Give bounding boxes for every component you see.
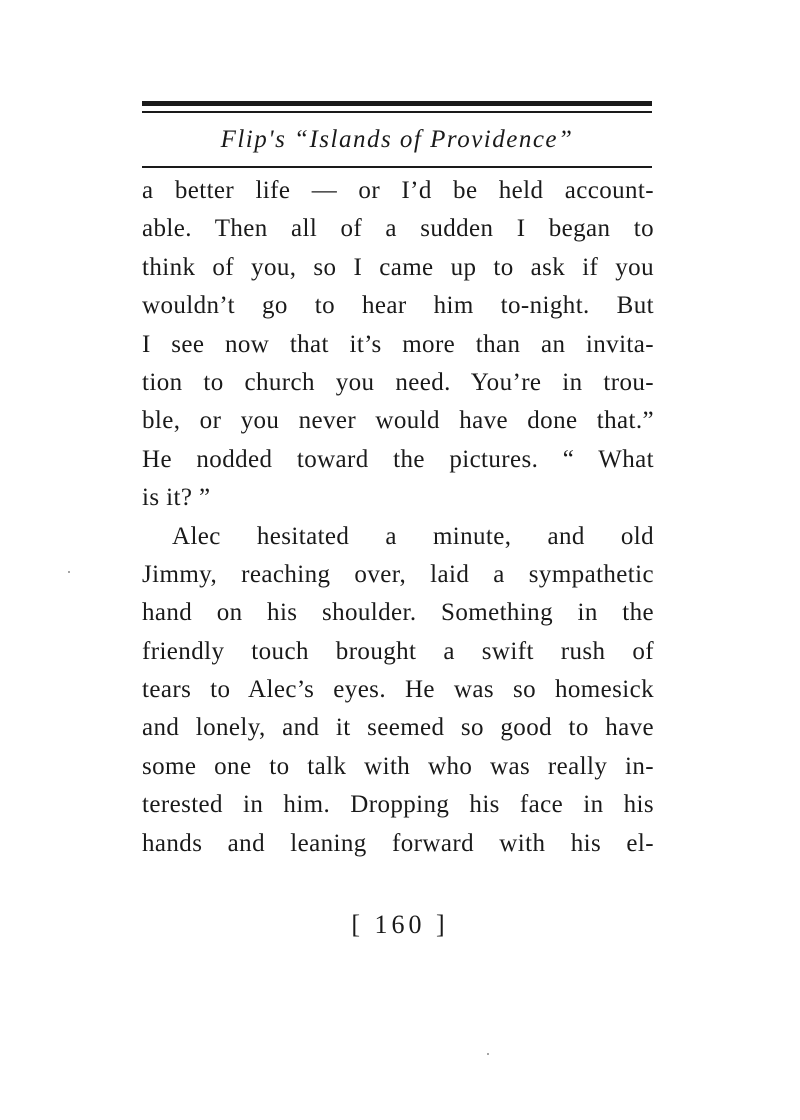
text-line: some one to talk with who was really in-	[142, 752, 654, 780]
text-line: ble, or you never would have done that.”	[142, 407, 654, 435]
text-line: I see now that it’s more than an invita-	[142, 330, 654, 358]
running-head: Flip's “Islands of Providence”	[220, 126, 574, 153]
text-line: terested in him. Dropping his face in his	[142, 791, 654, 819]
page-number: [ 160 ]	[351, 910, 449, 939]
header-rule-under	[142, 166, 652, 168]
text-line: hands and leaning forward with his el-	[142, 829, 654, 857]
text-line: Jimmy, reaching over, laid a sympathetic	[142, 560, 654, 588]
text-line: wouldn’t go to hear him to-night. But	[142, 292, 654, 320]
paper-speck	[68, 571, 70, 573]
text-line: is it? ”	[142, 484, 211, 512]
text-line: able. Then all of a sudden I began to	[142, 215, 654, 243]
text-line: think of you, so I came up to ask if you	[142, 253, 654, 281]
paragraph-first-line: Alec hesitated a minute, and old	[172, 522, 654, 550]
body-text	[142, 172, 654, 863]
text-line: and lonely, and it seemed so good to have	[142, 714, 654, 742]
text-line: friendly touch brought a swift rush of	[142, 637, 654, 665]
header-rule-thick	[142, 101, 652, 106]
text-line: tion to church you need. You’re in trou-	[142, 368, 654, 396]
header-rule-thin	[142, 111, 652, 113]
text-line: hand on his shoulder. Something in the	[142, 599, 654, 627]
text-line: tears to Alec’s eyes. He was so homesick	[142, 676, 654, 704]
text-line: a better life — or I’d be held account-	[142, 177, 654, 204]
text-line: He nodded toward the pictures. “ What	[142, 445, 654, 473]
paper-speck	[487, 1053, 489, 1055]
